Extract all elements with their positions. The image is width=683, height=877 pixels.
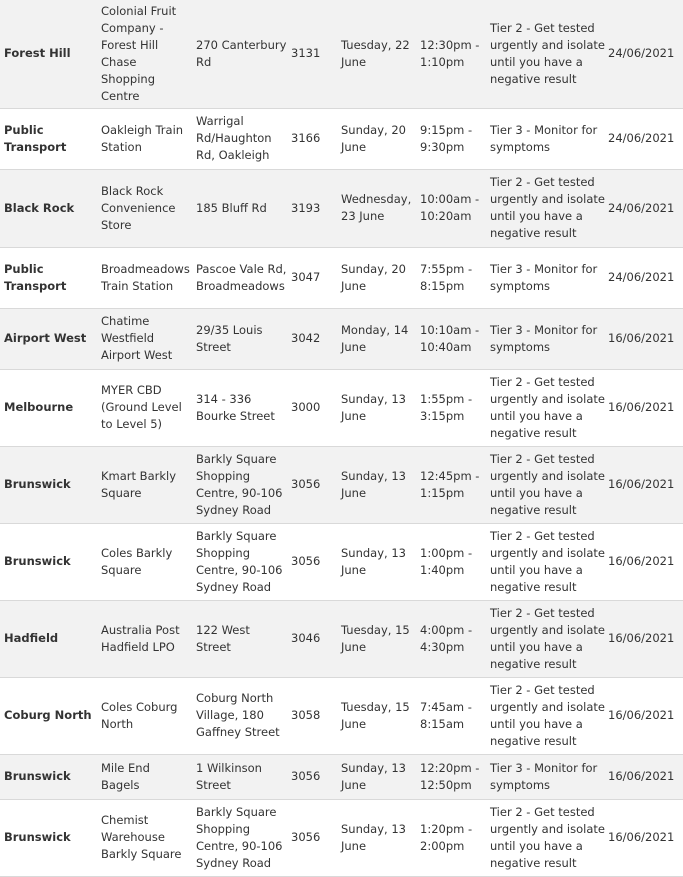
date-cell: Sunday, 13 June — [341, 391, 406, 423]
date-cell: Sunday, 13 June — [341, 468, 406, 500]
tier-cell: Tier 3 - Monitor for symptoms — [490, 760, 598, 792]
postcode-cell: 3056 — [291, 554, 321, 568]
tier-cell: Tier 2 - Get tested urgently and isolate until you have a negative result — [490, 175, 605, 240]
address-cell: 29/35 Louis Street — [196, 322, 263, 354]
time-cell: 12:30pm - 1:10pm — [420, 37, 480, 69]
date-cell: Sunday, 20 June — [341, 122, 406, 154]
postcode-cell: 3193 — [291, 200, 321, 215]
date-added-cell: 16/06/2021 — [608, 708, 675, 722]
table-row — [0, 0, 683, 108]
date-cell: Sunday, 13 June — [341, 545, 406, 577]
postcode-cell: 3058 — [291, 708, 321, 722]
table-row — [0, 308, 683, 369]
address-cell: Barkly Square Shopping Centre, 90-106 Sydney Road — [196, 451, 283, 517]
time-cell: 10:00am - 10:20am — [420, 192, 480, 223]
date-added-cell: 24/06/2021 — [608, 270, 675, 284]
address-cell: Barkly Square Shopping Centre, 90-106 Sydney Road — [196, 528, 283, 594]
date-added-cell: 16/06/2021 — [608, 400, 675, 414]
suburb-cell: Coburg North — [4, 708, 92, 722]
site-cell: Coles Coburg North — [101, 699, 178, 731]
site-cell: Chatime Westfield Airport West — [101, 314, 173, 362]
time-cell: 1:20pm - 2:00pm — [420, 821, 473, 853]
postcode-cell: 3000 — [291, 400, 321, 414]
postcode-cell: 3056 — [291, 769, 321, 783]
table-row — [0, 677, 683, 754]
tier-cell: Tier 2 - Get tested urgently and isolate until you have a negative result — [490, 804, 605, 870]
table-row — [0, 600, 683, 677]
date-cell: Sunday, 13 June — [341, 821, 406, 853]
site-cell: Oakleigh Train Station — [101, 122, 184, 154]
site-cell: Australia Post Hadfield LPO — [101, 622, 180, 654]
date-added-cell: 16/06/2021 — [608, 631, 675, 645]
date-added-cell: 24/06/2021 — [608, 46, 675, 61]
date-cell: Tuesday, 15 June — [341, 699, 410, 731]
tier-cell: Tier 2 - Get tested urgently and isolate until you have a negative result — [490, 451, 605, 517]
time-cell: 12:20pm - 12:50pm — [420, 760, 480, 792]
address-cell: 185 Bluff Rd — [196, 200, 267, 215]
suburb-cell: Brunswick — [4, 830, 71, 844]
address-cell: 122 West Street — [196, 622, 250, 654]
date-added-cell: 16/06/2021 — [608, 830, 675, 844]
suburb-cell: Melbourne — [4, 400, 74, 414]
date-added-cell: 16/06/2021 — [608, 554, 675, 568]
site-cell: Mile End Bagels — [101, 760, 150, 792]
postcode-cell: 3166 — [291, 131, 321, 145]
date-cell: Monday, 14 June — [341, 322, 409, 354]
suburb-cell: Public Transport — [4, 261, 67, 293]
suburb-cell: Forest Hill — [4, 46, 71, 61]
postcode-cell: 3042 — [291, 331, 321, 345]
postcode-cell: 3056 — [291, 477, 321, 491]
time-cell: 1:00pm - 1:40pm — [420, 545, 473, 577]
time-cell: 12:45pm - 1:15pm — [420, 468, 480, 500]
date-cell: Tuesday, 22 June — [341, 37, 410, 69]
suburb-cell: Brunswick — [4, 554, 71, 568]
table-row — [0, 108, 683, 169]
time-cell: 7:55pm - 8:15pm — [420, 261, 473, 293]
tier-cell: Tier 3 - Monitor for symptoms — [490, 322, 598, 354]
date-added-cell: 24/06/2021 — [608, 200, 675, 215]
postcode-cell: 3047 — [291, 270, 321, 284]
address-cell: Coburg North Village, 180 Gaffney Street — [196, 691, 280, 739]
site-cell: Broadmeadows Train Station — [101, 261, 190, 293]
suburb-cell: Brunswick — [4, 477, 71, 491]
table-row — [0, 169, 683, 247]
site-cell: MYER CBD (Ground Level to Level 5) — [101, 383, 182, 431]
address-cell: Warrigal Rd/Haughton Rd, Oakleigh — [196, 114, 272, 162]
time-cell: 10:10am - 10:40am — [420, 322, 480, 354]
time-cell: 1:55pm - 3:15pm — [420, 391, 473, 423]
suburb-cell: Hadfield — [4, 631, 59, 645]
table-row — [0, 523, 683, 600]
time-cell: 9:15pm - 9:30pm — [420, 122, 473, 154]
date-cell: Tuesday, 15 June — [341, 622, 410, 654]
table-row — [0, 369, 683, 446]
address-cell: Barkly Square Shopping Centre, 90-106 Sydney Road — [196, 804, 283, 870]
table-row — [0, 754, 683, 799]
tier-cell: Tier 2 - Get tested urgently and isolate until you have a negative result — [490, 605, 605, 671]
date-cell: Sunday, 20 June — [341, 261, 406, 293]
postcode-cell: 3131 — [291, 46, 321, 61]
date-added-cell: 16/06/2021 — [608, 769, 675, 783]
time-cell: 4:00pm - 4:30pm — [420, 622, 473, 654]
tier-cell: Tier 2 - Get tested urgently and isolate until you have a negative result — [490, 20, 605, 86]
tier-cell: Tier 3 - Monitor for symptoms — [490, 261, 598, 293]
site-cell: Chemist Warehouse Barkly Square — [101, 813, 182, 861]
address-cell: 1 Wilkinson Street — [196, 760, 262, 792]
date-cell: Sunday, 13 June — [341, 760, 406, 792]
table-row — [0, 247, 683, 308]
suburb-cell: Brunswick — [4, 769, 71, 783]
date-added-cell: 16/06/2021 — [608, 331, 675, 345]
table-row — [0, 799, 683, 876]
address-cell: 270 Canterbury Rd — [196, 37, 287, 69]
postcode-cell: 3046 — [291, 631, 321, 645]
time-cell: 7:45am - 8:15am — [420, 699, 472, 731]
suburb-cell: Public Transport — [4, 122, 67, 154]
suburb-cell: Black Rock — [4, 200, 75, 215]
suburb-cell: Airport West — [4, 331, 87, 345]
date-added-cell: 24/06/2021 — [608, 131, 675, 145]
address-cell: Pascoe Vale Rd, Broadmeadows — [196, 261, 287, 293]
tier-cell: Tier 3 - Monitor for symptoms — [490, 122, 598, 154]
tier-cell: Tier 2 - Get tested urgently and isolate until you have a negative result — [490, 682, 605, 748]
site-cell: Coles Barkly Square — [101, 545, 173, 577]
site-cell: Kmart Barkly Square — [101, 468, 177, 500]
date-cell: Wednesday, 23 June — [341, 192, 412, 223]
site-cell: Colonial Fruit Company - Forest Hill Chase Shopping Centre — [101, 3, 177, 103]
address-cell: 314 - 336 Bourke Street — [196, 391, 275, 423]
site-cell: Black Rock Convenience Store — [101, 183, 176, 232]
tier-cell: Tier 2 - Get tested urgently and isolate until you have a negative result — [490, 374, 605, 440]
table-row — [0, 446, 683, 523]
tier-cell: Tier 2 - Get tested urgently and isolate until you have a negative result — [490, 528, 605, 594]
postcode-cell: 3056 — [291, 830, 321, 844]
date-added-cell: 16/06/2021 — [608, 477, 675, 491]
